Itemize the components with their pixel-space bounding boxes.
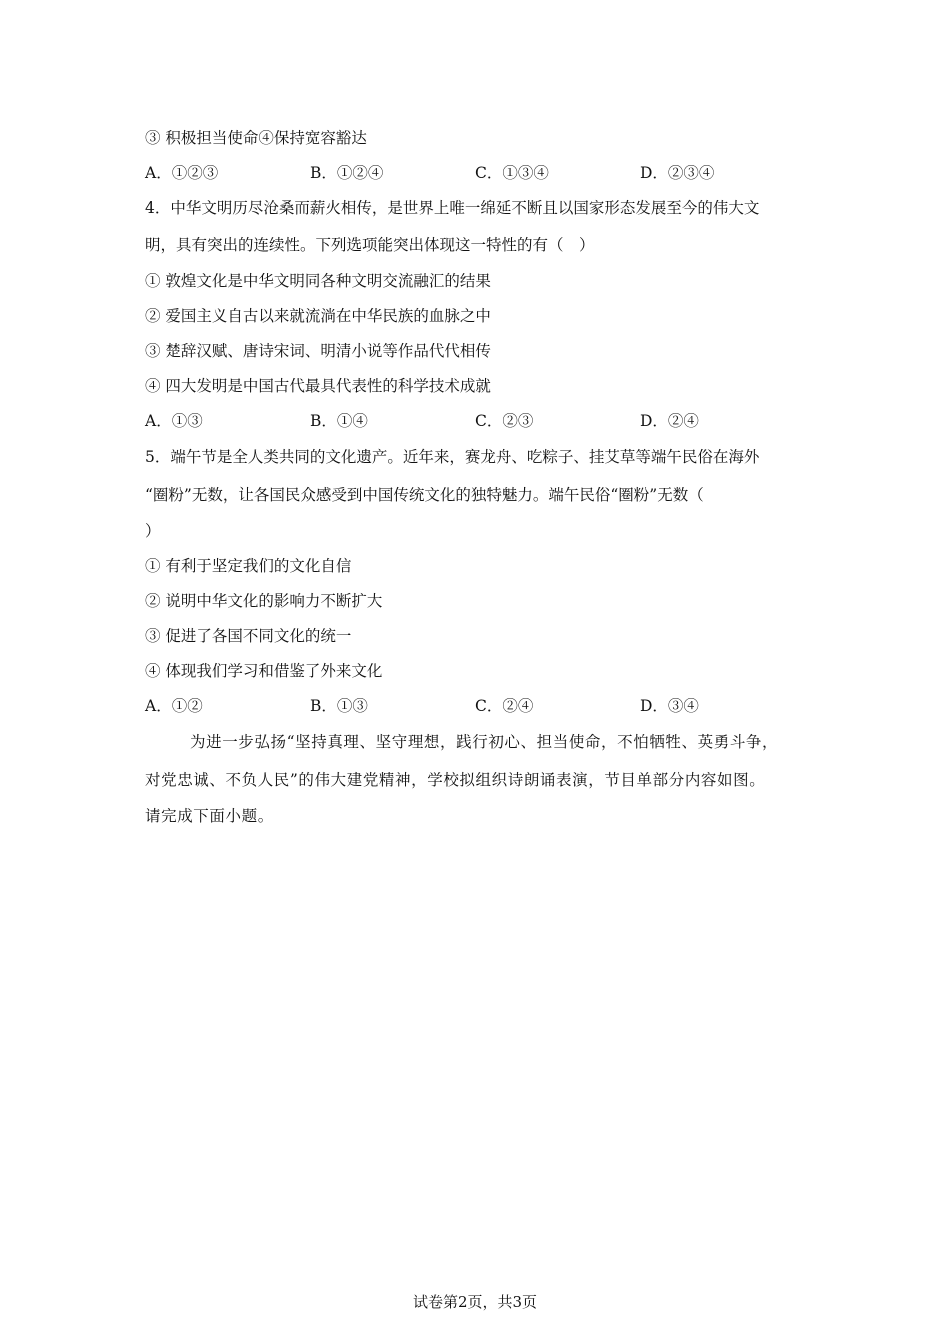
q4-stem-line-2: 明，具有突出的连续性。下列选项能突出体现这一特性的有（ ）: [145, 236, 595, 254]
q5-stem-line-3: ）: [145, 522, 161, 540]
q4-item-4: ④ 四大发明是中国古代最具代表性的科学技术成就: [145, 377, 491, 395]
q3-option-c: C．①③④: [475, 164, 549, 182]
q5-option-b: B．①③: [310, 697, 368, 715]
q3-option-a: A．①②③: [145, 164, 219, 182]
q3-option-d: D．②③④: [640, 164, 715, 182]
q4-option-c: C．②③: [475, 412, 534, 430]
q4-option-a: A．①③: [145, 412, 203, 430]
q5-option-a: A．①②: [145, 697, 203, 715]
q5-stem-line-2: “圈粉”无数，让各国民众感受到中国传统文化的独特魅力。端午民俗“圈粉”无数（: [145, 486, 704, 504]
q5-item-3: ③ 促进了各国不同文化的统一: [145, 627, 352, 645]
q4-stem-line-1: 4．中华文明历尽沧桑而薪火相传，是世界上唯一绵延不断且以国家形态发展至今的伟大文: [145, 199, 760, 217]
material-line-1: 为进一步弘扬“坚持真理、坚守理想，践行初心、担当使命，不怕牺牲、英勇斗争，: [190, 733, 779, 751]
q3-item-3-4: ③ 积极担当使命④保持宽容豁达: [145, 129, 367, 147]
q4-item-1: ① 敦煌文化是中华文明同各种文明交流融汇的结果: [145, 272, 491, 290]
q5-item-4: ④ 体现我们学习和借鉴了外来文化: [145, 662, 383, 680]
q5-option-c: C．②④: [475, 697, 534, 715]
material-line-2: 对党忠诚、不负人民”的伟大建党精神，学校拟组织诗朗诵表演，节目单部分内容如图。: [145, 771, 766, 789]
q4-item-3: ③ 楚辞汉赋、唐诗宋词、明清小说等作品代代相传: [145, 342, 491, 360]
q4-option-b: B．①④: [310, 412, 368, 430]
q5-item-1: ① 有利于坚定我们的文化自信: [145, 557, 352, 575]
q3-option-b: B．①②④: [310, 164, 384, 182]
q4-option-d: D．②④: [640, 412, 699, 430]
q5-option-d: D．③④: [640, 697, 699, 715]
page-footer: 试卷第2页，共3页: [412, 1293, 538, 1311]
q4-item-2: ② 爱国主义自古以来就流淌在中华民族的血脉之中: [145, 307, 491, 325]
material-line-3: 请完成下面小题。: [145, 807, 274, 825]
q5-item-2: ② 说明中华文化的影响力不断扩大: [145, 592, 383, 610]
q5-stem-line-1: 5．端午节是全人类共同的文化遗产。近年来，赛龙舟、吃粽子、挂艾草等端午民俗在海外: [145, 448, 760, 466]
